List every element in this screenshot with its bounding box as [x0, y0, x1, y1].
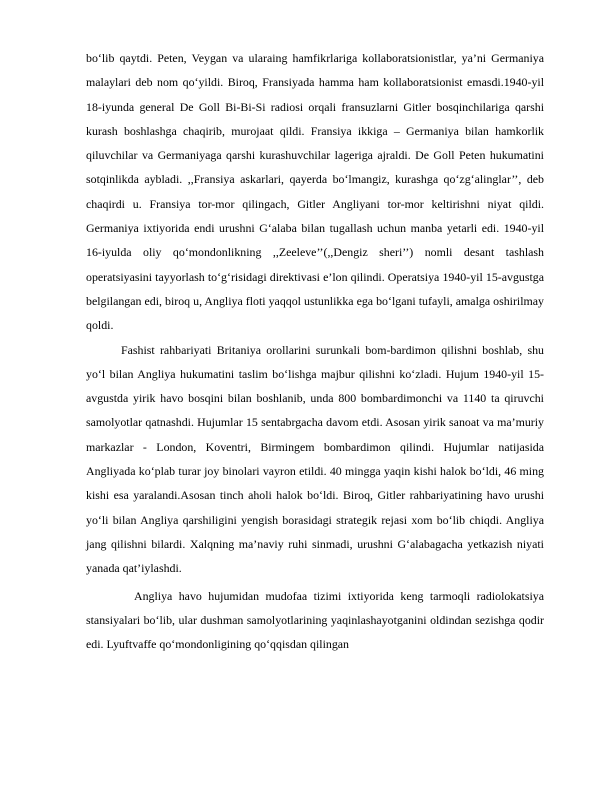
paragraph-3: Angliya havo hujumidan mudofaa tizimi ixtiyorida keng tarmoqli radiolokatsiya stansiyalari bo‘lib, ular dushman samolyotlarining yaqinlashayotganini oldindan sezishga qodir edi. Lyuftvaffe qo‘mondonligining qo‘qqisdan qilingan	[86, 588, 544, 652]
body-text	[86, 46, 544, 656]
paragraph-1: bo‘lib qaytdi. Peten, Veygan va ularaing hamfikrlariga kollaboratsionistlar, ya’ni Germaniya malaylari deb nom qo‘yildi. Biroq, Fransiyada hamma ham kollaboratsionist emasdi.1940-yil 18-iyunda general De Goll Bi-Bi-Si radiosi orqali fransuzlarni Gitler bosqinchilariga qarshi kurash boshlashga chaqirib, murojaat qildi. Fransiya ikkiga – Germaniya bilan hamkorlik qiluvchilar va Germaniyaga qarshi kurashuvchilar lageriga ajraldi. De Goll Peten hukumatini sotqinlikda aybladi. ,,Fransiya askarlari, qayerda bo‘lmangiz, kurashga qo‘zg‘alinglar’’, deb chaqirdi u. Fransiya tor-mor qilingach, Gitler Angliyani tor-mor keltirishni niyat qildi. Germaniya ixtiyorida endi urushni G‘alaba bilan tugallash uchun manba yetarli edi. 1940-yil 16-iyulda oliy qo‘mondonlikning ,,Zeeleve’’(,,Dengiz sheri’’) nomli desant tashlash operatsiyasini tayyorlash to‘g‘risidagi direktivasi e’lon qilindi. Operatsiya 1940-yil 15-avgustga belgilangan edi, biroq u, Angliya floti yaqqol ustunlikka ega bo‘lgani tufayli, amalga oshirilmay qoldi.	[86, 51, 544, 333]
paragraph-2: Fashist rahbariyati Britaniya orollarini surunkali bom-bardimon qilishni boshlab, shu yo‘l bilan Angliya hukumatini taslim bo‘lishga majbur qilishni ko‘zladi. Hujum 1940-yil 15-avgustda yirik havo bosqini bilan boshlanib, unda 800 bombardimonchi va 1140 ta qiruvchi samolyotlar qatnashdi. Hujumlar 15 sentabrgacha davom etdi. Asosan yirik sanoat va ma’muriy markazlar - London, Koventri, Birmingem bombardimon qilindi. Hujumlar natijasida Angliyada ko‘plab turar joy binolari vayron etildi. 40 mingga yaqin kishi halok bo‘ldi, 46 ming kishi esa yaralandi.Asosan tinch aholi halok bo‘ldi. Biroq, Gitler rahbariyatining havo urushi yo‘li bilan Angliya qarshiligini yengish borasidagi strategik rejasi xom bo‘lib chiqdi. Angliya jang qilishni bilardi. Xalqning ma’naviy ruhi sinmadi, urushni G‘alabagacha yetkazish niyati yanada qat’iylashdi.	[86, 342, 544, 576]
